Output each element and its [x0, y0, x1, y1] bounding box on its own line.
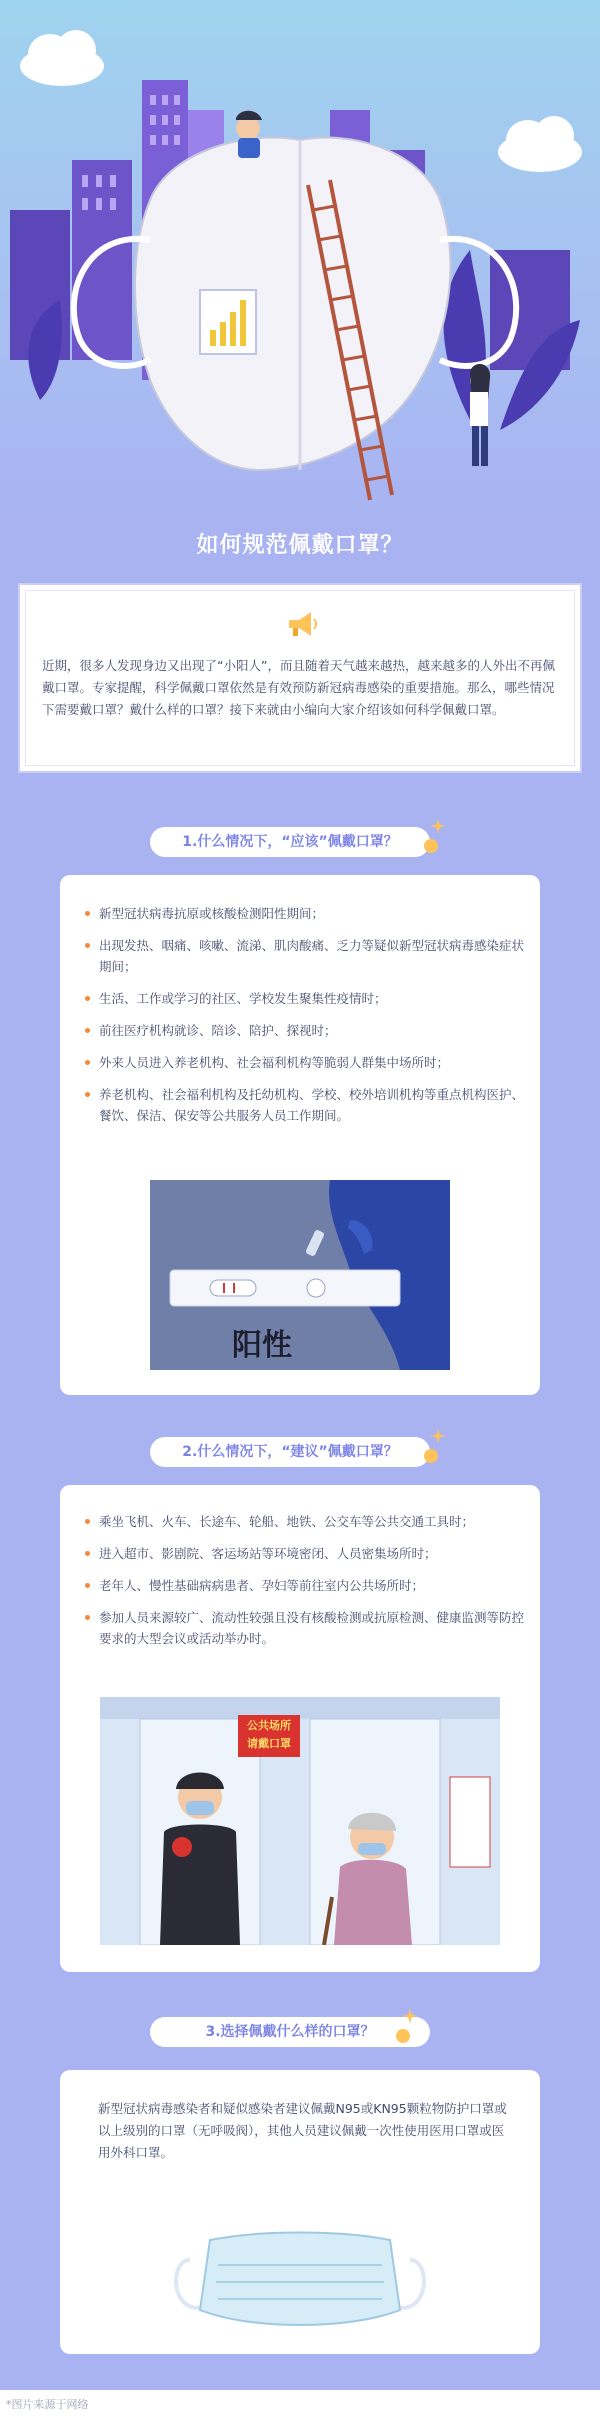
bullet-dot [85, 1615, 90, 1620]
section3-title: 3.选择佩戴什么样的口罩？ [205, 2024, 375, 2040]
bullet-dot [85, 1551, 90, 1556]
list-item-text: 参加人员来源较广、流动性较强且没有核酸检测或抗原检测、健康监测等防控要求的大型会议或活动举办时。 [99, 1610, 525, 1646]
list-item-text: 养老机构、社会福利机构及托幼机构、学校、校外培训机构等重点机构医护、餐饮、保洁、保安等公共服务人员工作期间。 [99, 1087, 525, 1123]
list-item [85, 1607, 525, 1649]
bullet-dot [85, 943, 90, 948]
heading-decoration-dot [396, 2029, 410, 2043]
sparkle-icon [430, 818, 446, 834]
megaphone-icon [285, 609, 319, 639]
list-item-text: 生活、工作或学习的社区、学校发生聚集性疫情时； [99, 991, 387, 1006]
section1-card [60, 875, 540, 1395]
surgical-mask-icon [170, 2220, 430, 2340]
mask-recommendation-text: 新型冠状病毒感染者和疑似感染者建议佩戴N95或KN95颗粒物防护口罩或以上级别的口罩（无呼吸阀），其他人员建议佩戴一次性使用医用口罩或医用外科口罩。 [98, 2101, 507, 2160]
bullet-dot [85, 1092, 90, 1097]
list-item-text: 出现发热、咽痛、咳嗽、流涕、肌肉酸痛、乏力等疑似新型冠状病毒感染症状期间； [99, 938, 525, 974]
section1-title: 1.什么情况下，“应该”佩戴口罩？ [182, 834, 398, 850]
section2-list [85, 1511, 525, 1660]
bullet-dot [85, 911, 90, 916]
list-item [85, 1575, 525, 1596]
section2-title: 2.什么情况下，“建议”佩戴口罩？ [182, 1444, 398, 1460]
section2-heading [150, 1437, 430, 1467]
list-item [85, 988, 525, 1009]
section3-heading [150, 2017, 430, 2047]
intro-text: 近期，很多人发现身边又出现了“小阳人”，而且随着天气越来越热，越来越多的人外出不再佩戴口罩。专家提醒，科学佩戴口罩依然是有效预防新冠病毒感染的重要措施。那么，哪些情况下需要戴口罩？戴什么样的口罩？接下来就由小编向大家介绍该如何科学佩戴口罩。 [42, 658, 555, 717]
list-item [85, 1511, 525, 1532]
bullet-dot [85, 996, 90, 1001]
mask-city-illustration [0, 0, 600, 520]
section2-card [60, 1485, 540, 1972]
cloud-left [20, 30, 104, 86]
list-item-text: 外来人员进入养老机构、社会福利机构等脆弱人群集中场所时； [99, 1055, 450, 1070]
sign-line: 公共场所 [247, 1719, 291, 1732]
list-item-text: 乘坐飞机、火车、长途车、轮船、地铁、公交车等公共交通工具时； [99, 1514, 475, 1529]
section1-heading [150, 827, 430, 857]
page-title: 如何规范佩戴口罩？ [196, 533, 404, 558]
sparkle-icon [430, 1428, 446, 1444]
bullet-dot [85, 1583, 90, 1588]
bullet-dot [85, 1519, 90, 1524]
list-item [85, 903, 525, 924]
bullet-dot [85, 1028, 90, 1033]
sign-line: 请戴口罩 [247, 1737, 291, 1750]
bullet-dot [85, 1060, 90, 1065]
section3-card [60, 2070, 540, 2354]
intro-card [18, 583, 582, 773]
list-item-text: 进入超市、影剧院、客运场站等环境密闭、人员密集场所时； [99, 1546, 437, 1561]
list-item [85, 1052, 525, 1073]
cloud-right [498, 116, 582, 172]
list-item-text: 前往医疗机构就诊、陪诊、陪护、探视时； [99, 1023, 337, 1038]
list-item-text: 老年人、慢性基础病病患者、孕妇等前往室内公共场所时； [99, 1578, 425, 1593]
sparkle-icon [402, 2008, 418, 2024]
list-item [85, 1020, 525, 1041]
footer-bar [0, 2390, 600, 2418]
antigen-test-image [150, 1180, 450, 1370]
section1-list [85, 903, 525, 1137]
list-item [85, 935, 525, 977]
hero-illustration [0, 0, 600, 520]
list-item [85, 1543, 525, 1564]
list-item-text: 新型冠状病毒抗原或核酸检测阳性期间； [99, 906, 325, 921]
image-source-footnote: *图片来源于网络 [6, 2398, 89, 2411]
wear-mask-sign [240, 1717, 298, 1753]
list-item [85, 1084, 525, 1126]
guard-elder-image [100, 1697, 500, 1945]
positive-test-illustration [150, 1180, 450, 1370]
positive-label: 阳性 [232, 1328, 292, 1363]
heading-decoration-dot [424, 839, 438, 853]
heading-decoration-dot [424, 1449, 438, 1463]
wear-mask-sign-illustration [100, 1697, 500, 1945]
